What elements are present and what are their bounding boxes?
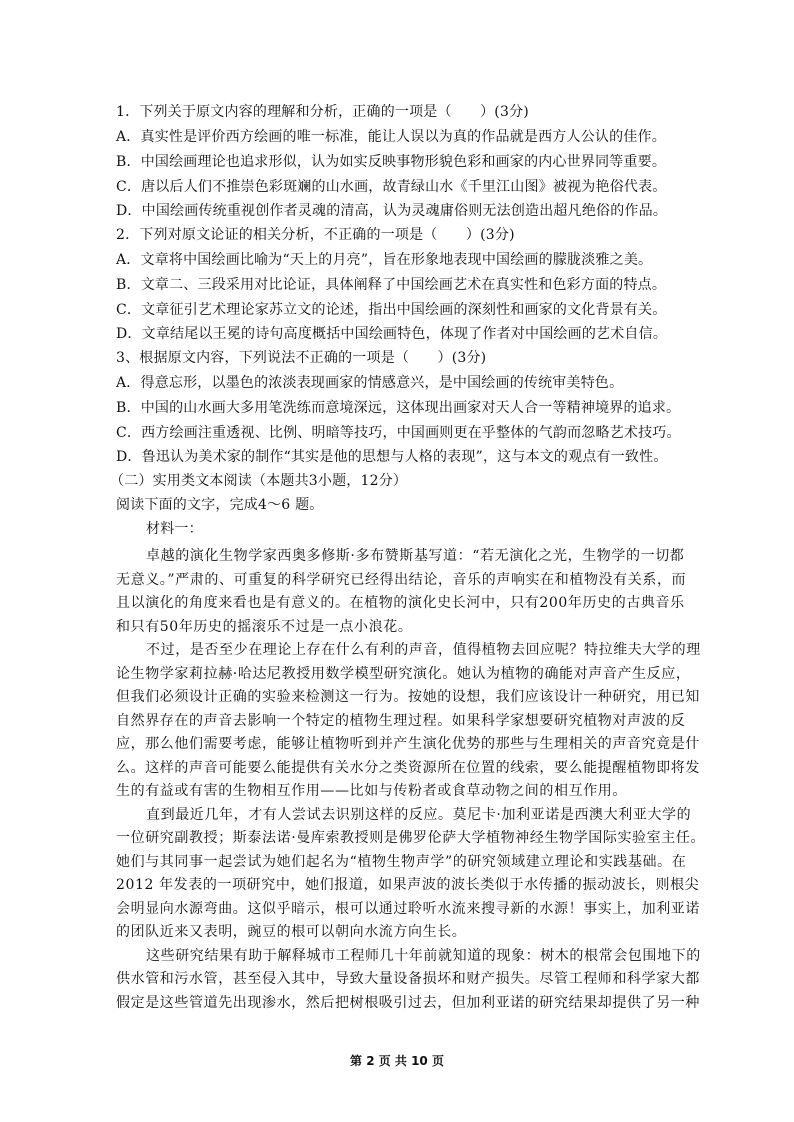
- paragraph-2-line: 么。这样的声音可能要么能提供有关水分之类资源所在位置的线索，要么能提醒植物即将发: [116, 760, 700, 776]
- question-3-option-b: B．中国的山水画大多用笔洗练而意境深远，这体现出画家对天人合一等精神境界的追求。: [116, 400, 681, 416]
- question-1-option-b: B．中国绘画理论也追求形似，认为如实反映事物形貌色彩和画家的内心世界同等重要。: [116, 154, 667, 170]
- paragraph-2-line: 论生物学家莉拉赫·哈达尼教授用数学模型研究演化。她认为植物的确能对声音产生反应，: [116, 666, 691, 682]
- question-1-option-d: D．中国绘画传统重视创作者灵魂的清高，认为灵魂庸俗则无法创造出超凡绝俗的作品。: [116, 203, 668, 219]
- question-2-option-a: A．文章将中国绘画比喻为“天上的月亮”，旨在形象地表现中国绘画的朦胧淡雅之美。: [116, 252, 653, 268]
- paragraph-1-line: 且以演化的角度来看也是有意义的。在植物的演化史长河中，只有200年历史的古典音乐: [116, 595, 685, 611]
- question-2-option-c: C．文章征引艺术理论家苏立文的论述，指出中国绘画的深刻性和画家的文化背景有关。: [116, 302, 667, 318]
- question-2-option-b: B．文章二、三段采用对比论证，具体阐释了中国绘画艺术在真实性和色彩方面的特点。: [116, 277, 667, 293]
- question-3-option-a: A．得意忘形，以墨色的浓淡表现画家的情感意兴，是中国绘画的传统审美特色。: [116, 375, 624, 391]
- paragraph-1-line: 无意义。”严肃的、可重复的科学研究已经得出结论，音乐的声响实在和植物没有关系，而: [116, 572, 687, 588]
- paragraph-2-line: 但我们必须设计正确的实验来检测这一行为。按她的设想，我们应该设计一种研究，用已知: [116, 689, 700, 705]
- material-label: 材料一：: [146, 521, 203, 537]
- question-3-option-d: D．鲁迅认为美术家的制作“其实是他的思想与人格的表现”，这与本文的观点有一致性。: [116, 449, 668, 465]
- question-1-stem: 1．下列关于原文内容的理解和分析，正确的一项是（ ）(3分): [116, 104, 529, 120]
- paragraph-4-line: 这些研究结果有助于解释城市工程师几十年前就知道的现象：树木的根常会包围地下的: [146, 948, 701, 964]
- paragraph-4-line: 假定是这些管道先出现渗水，然后把树根吸引过去，但加利亚诺的研究结果却提供了另一种: [116, 995, 700, 1011]
- paragraph-2-line: 生的有益或有害的生物相互作用——比如与传粉者或食草动物之间的相互作用。: [116, 783, 627, 799]
- paragraph-3-line: 会明显向水源弯曲。这似乎暗示，根可以通过聆听水流来搜寻新的水源！事实上，加利亚诺: [116, 901, 700, 917]
- paragraph-3-line: 直到最近几年，才有人尝试去识别这样的反应。莫尼卡·加利亚诺是西澳大利亚大学的: [146, 807, 692, 823]
- page-footer: 第 2 页 共 10 页: [350, 1054, 444, 1068]
- section-heading: （二）实用类文本阅读（本题共3小题，12分）: [110, 473, 408, 489]
- question-1-option-c: C．唐以后人们不推崇色彩斑斓的山水画，故青绿山水《千里江山图》被视为艳俗代表。: [116, 179, 667, 195]
- paragraph-2-line: 自然界存在的声音去影响一个特定的植物生理过程。如果科学家想要研究植物对声波的反: [116, 713, 686, 729]
- question-3-stem: 3、根据原文内容，下列说法不正确的一项是（ ）(3分): [116, 350, 487, 366]
- paragraph-3-line: 一位研究副教授；斯泰法诺·曼库索教授则是佛罗伦萨大学植物神经生物学国际实验室主任。: [116, 830, 706, 846]
- question-1-option-a: A．真实性是评价西方绘画的唯一标准，能让人误以为真的作品就是西方人公认的佳作。: [116, 129, 666, 145]
- paragraph-1-line: 卓越的演化生物学家西奥多修斯·多布赞斯基写道：“若无演化之光，生物学的一切都: [146, 548, 685, 564]
- paragraph-3-line: 2012 年发表的一项研究中，她们报道，如果声波的波长类似于水传播的振动波长，则根尖: [116, 877, 700, 893]
- question-2-option-d: D．文章结尾以王冕的诗句高度概括中国绘画特色，体现了作者对中国绘画的艺术自信。: [116, 326, 668, 342]
- paragraph-1-line: 和只有50年历史的摇滚乐不过是一点小浪花。: [116, 619, 413, 635]
- paragraph-2-line: 不过，是否至少在理论上存在什么有利的声音，值得植物去回应呢？特拉维夫大学的理: [146, 642, 701, 658]
- paragraph-4-line: 供水管和污水管，甚至侵入其中，导致大量设备损坏和财产损失。尽管工程师和科学家大都: [116, 971, 700, 987]
- paragraph-3-line: 的团队近来又表明，豌豆的根可以朝向水流方向生长。: [116, 924, 467, 940]
- question-2-stem: 2．下列对原文论证的相关分析，不正确的一项是（ ）(3分): [116, 227, 515, 243]
- paragraph-2-line: 应，那么他们需要考虑，能够让植物听到并产生演化优势的那些与生理相关的声音究竟是什: [116, 736, 700, 752]
- paragraph-3-line: 她们与其同事一起尝试为她们起名为“植物生物声学”的研究领域建立理论和实践基础。在: [116, 854, 687, 870]
- section-instruction: 阅读下面的文字，完成4～6 题。: [116, 497, 324, 513]
- question-3-option-c: C．西方绘画注重透视、比例、明暗等技巧，中国画则更在乎整体的气韵而忽略艺术技巧。: [116, 425, 681, 441]
